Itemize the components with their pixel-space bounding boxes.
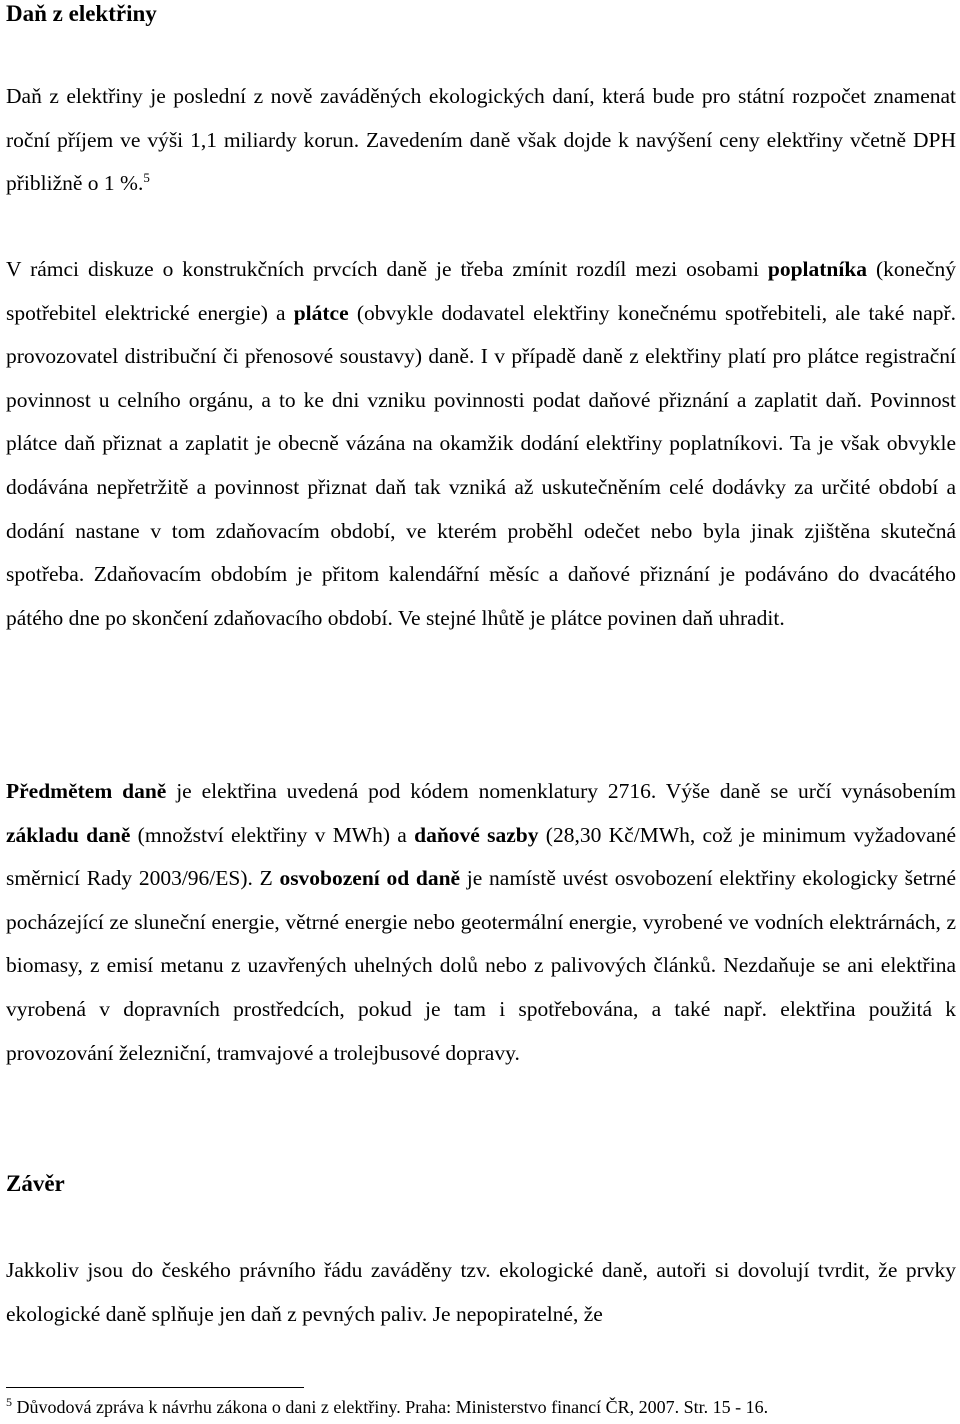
footnote-number: 5 xyxy=(6,1395,12,1409)
paragraph-text: je namístě uvést osvobození elektřiny ekologicky šetrné pocházející ze sluneční energie, větrné energie nebo geotermální energie, vyrobené ve vodních elektrárnách, z biomasy, z emisí metanu z uzavřených uhelných dolů nebo z palivových článků. Nezdaňuje se ani elektřina vyrobená v dopravních prostředcích, pokud je tam i spotřebována, a také např. elektřina použitá k provozování železniční, tramvajové a trolejbusové dopravy. xyxy=(6,866,957,1065)
term-platce: plátce xyxy=(293,300,349,325)
paragraph-text: (28,30 Kč/MWh, což je minimum vyžadované směrnicí Rady 2003/96/ES). Z xyxy=(6,822,956,891)
term-danova-sazba: daňové sazby xyxy=(414,822,539,847)
paragraph-text: je elektřina uvedená pod kódem nomenklatury 2716. Výše daně se určí vynásobením xyxy=(166,779,957,803)
paragraph-text: V rámci diskuze o konstrukčních prvcích daně je třeba zmínit rozdíl mezi osobami xyxy=(6,257,768,281)
paragraph-text: (konečný spotřebitel elektrické energie) a xyxy=(6,257,957,325)
footnote xyxy=(6,1396,956,1418)
term-poplatnik: poplatníka xyxy=(767,257,868,281)
intro-text: Daň z elektřiny je poslední z nově zaváděných ekologických daní, která bude pro státní rozpočet znamenat roční příjem ve výši 1,1 miliardy korun. Zavedením daně však dojde k navýšení ceny elektřiny včetně DPH přibližně o 1 %. xyxy=(6,84,956,196)
term-predmet-dane: Předmětem daně xyxy=(6,779,167,803)
footnote-text: Důvodová zpráva k návrhu zákona o dani z elektřiny. Praha: Ministerstvo financí ČR, 2007. Str. 15 - 16. xyxy=(12,1397,769,1417)
paragraph-text: (obvykle dodavatel elektřiny konečnému spotřebiteli, ale také např. provozovatel distribuční či přenosové soustavy) daně. I v případě daně z elektřiny platí pro plátce registrační povinnost u celního orgánu, a to ke dni vzniku povinnosti podat daňové přiznání a zaplatit daň. Povinnost plátce daň přiznat a zaplatit je obecně vázána na okamžik dodání elektřiny poplatníkovi. Ta je však obvykle dodávána nepřetržitě a povinnost přiznat daň tak vzniká až uskutečněním celé dodávky za určité období a dodání nastane v tom zdaňovacím období, ve kterém proběhl odečet nebo byla jinak zjištěna skutečná spotřeba. Zdaňovacím obdobím je přitom kalendářní měsíc a daňové přiznání je podáváno do dvacátého pátého dne po skončení zdaňovacího období. Ve stejné lhůtě je plátce povinen daň uhradit. xyxy=(6,300,956,630)
paragraph-text: (množství elektřiny v MWh) a xyxy=(130,822,415,847)
section-title-dan-z-elektriny: Daň z elektřiny xyxy=(6,1,157,26)
footnote-separator xyxy=(6,1387,304,1388)
conclusion-paragraph xyxy=(6,1249,956,1336)
term-zaklad-dane: základu daně xyxy=(6,822,131,847)
term-osvobozeni: osvobození od daně xyxy=(279,866,461,891)
taxpayer-paragraph xyxy=(6,248,956,640)
section-title-zaver: Závěr xyxy=(6,1171,65,1196)
tax-subject-paragraph xyxy=(6,770,956,1075)
paragraph-text: Jakkoliv jsou do českého právního řádu zaváděny tzv. ekologické daně, autoři si dovolují tvrdit, že prvky ekologické daně splňuje jen daň z pevných paliv. Je nepopiratelné, že xyxy=(6,1258,956,1326)
intro-paragraph xyxy=(6,75,956,206)
footnote-reference[interactable]: 5 xyxy=(143,170,150,186)
